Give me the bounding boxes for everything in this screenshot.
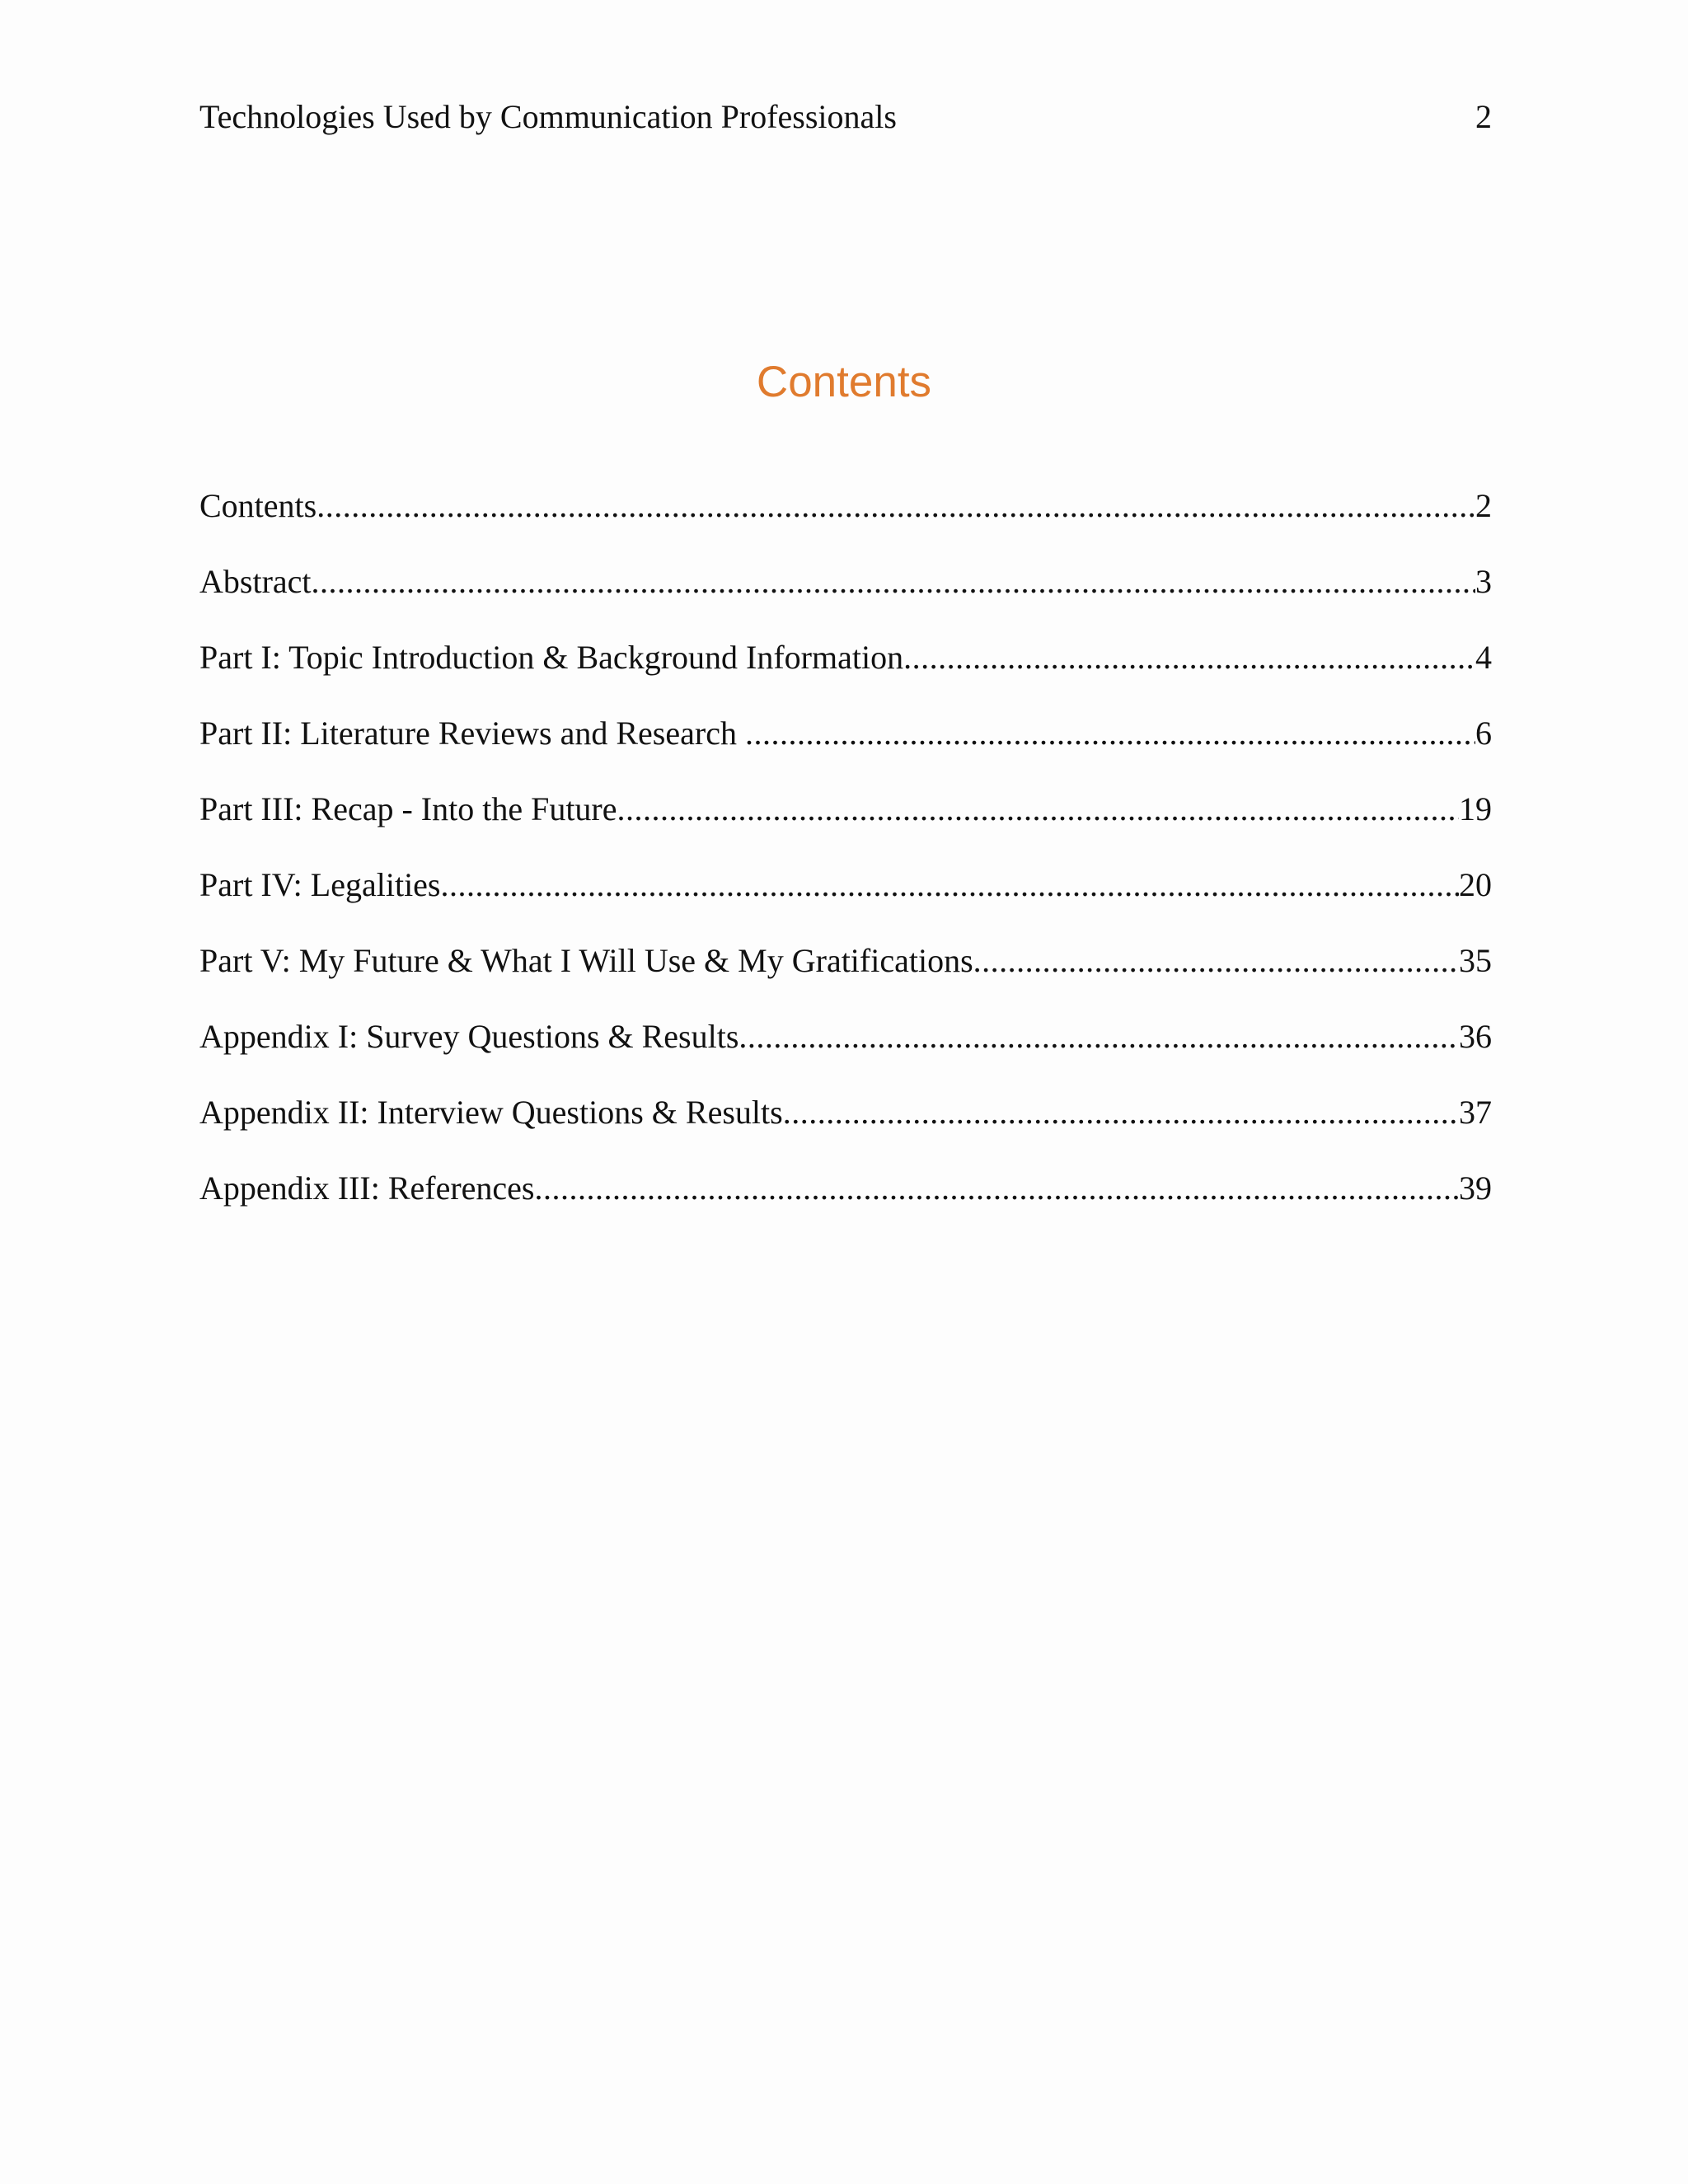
toc-entry-title: Appendix I: Survey Questions & Results	[199, 1018, 739, 1055]
toc-heading: Contents	[756, 358, 932, 406]
toc-entry-page: 3	[1475, 563, 1492, 600]
running-header	[199, 97, 1492, 143]
toc-entry-part-5[interactable]	[199, 941, 1492, 1017]
toc-dot-leader	[745, 714, 1475, 752]
table-of-contents	[199, 486, 1492, 1244]
running-title: Technologies Used by Communication Professionals	[199, 98, 897, 135]
toc-entry-page: 19	[1459, 790, 1492, 827]
toc-entry-part-3[interactable]	[199, 790, 1492, 865]
toc-entry-title: Part IV: Legalities	[199, 866, 441, 903]
toc-entry-page: 2	[1475, 487, 1492, 524]
toc-entry-title: Contents	[199, 487, 317, 524]
toc-dot-leader	[534, 1169, 1459, 1207]
toc-entry-page: 36	[1459, 1018, 1492, 1055]
toc-entry-part-4[interactable]	[199, 865, 1492, 941]
toc-entry-abstract[interactable]	[199, 562, 1492, 638]
toc-entry-title: Abstract	[199, 563, 312, 600]
toc-entry-page: 35	[1459, 942, 1492, 979]
toc-dot-leader	[738, 1017, 1459, 1056]
toc-entry-title: Part I: Topic Introduction & Background Information	[199, 639, 904, 676]
toc-entry-contents[interactable]	[199, 486, 1492, 562]
toc-entry-page: 37	[1459, 1094, 1492, 1131]
toc-entry-appendix-1[interactable]	[199, 1017, 1492, 1093]
toc-entry-title: Appendix II: Interview Questions & Results	[199, 1094, 783, 1131]
toc-entry-title: Appendix III: References	[199, 1169, 535, 1207]
toc-entry-appendix-2[interactable]	[199, 1093, 1492, 1169]
toc-entry-part-2[interactable]	[199, 714, 1492, 790]
toc-entry-page: 6	[1475, 715, 1492, 752]
toc-dot-leader	[441, 865, 1460, 904]
toc-entry-title: Part III: Recap - Into the Future	[199, 790, 617, 827]
toc-entry-part-1[interactable]	[199, 638, 1492, 714]
toc-dot-leader	[903, 638, 1475, 677]
toc-entry-title: Part V: My Future & What I Will Use & My Gratifications	[199, 942, 973, 979]
toc-dot-leader	[312, 562, 1475, 601]
toc-dot-leader	[973, 941, 1459, 980]
toc-entry-appendix-3[interactable]	[199, 1169, 1492, 1244]
toc-entry-page: 39	[1459, 1169, 1492, 1207]
page-number: 2	[1475, 98, 1492, 135]
toc-dot-leader	[316, 486, 1475, 525]
toc-dot-leader	[783, 1093, 1459, 1132]
toc-dot-leader	[617, 790, 1459, 828]
toc-entry-page: 20	[1459, 866, 1492, 903]
toc-entry-page: 4	[1475, 639, 1492, 676]
toc-entry-title: Part II: Literature Reviews and Research	[199, 715, 745, 752]
